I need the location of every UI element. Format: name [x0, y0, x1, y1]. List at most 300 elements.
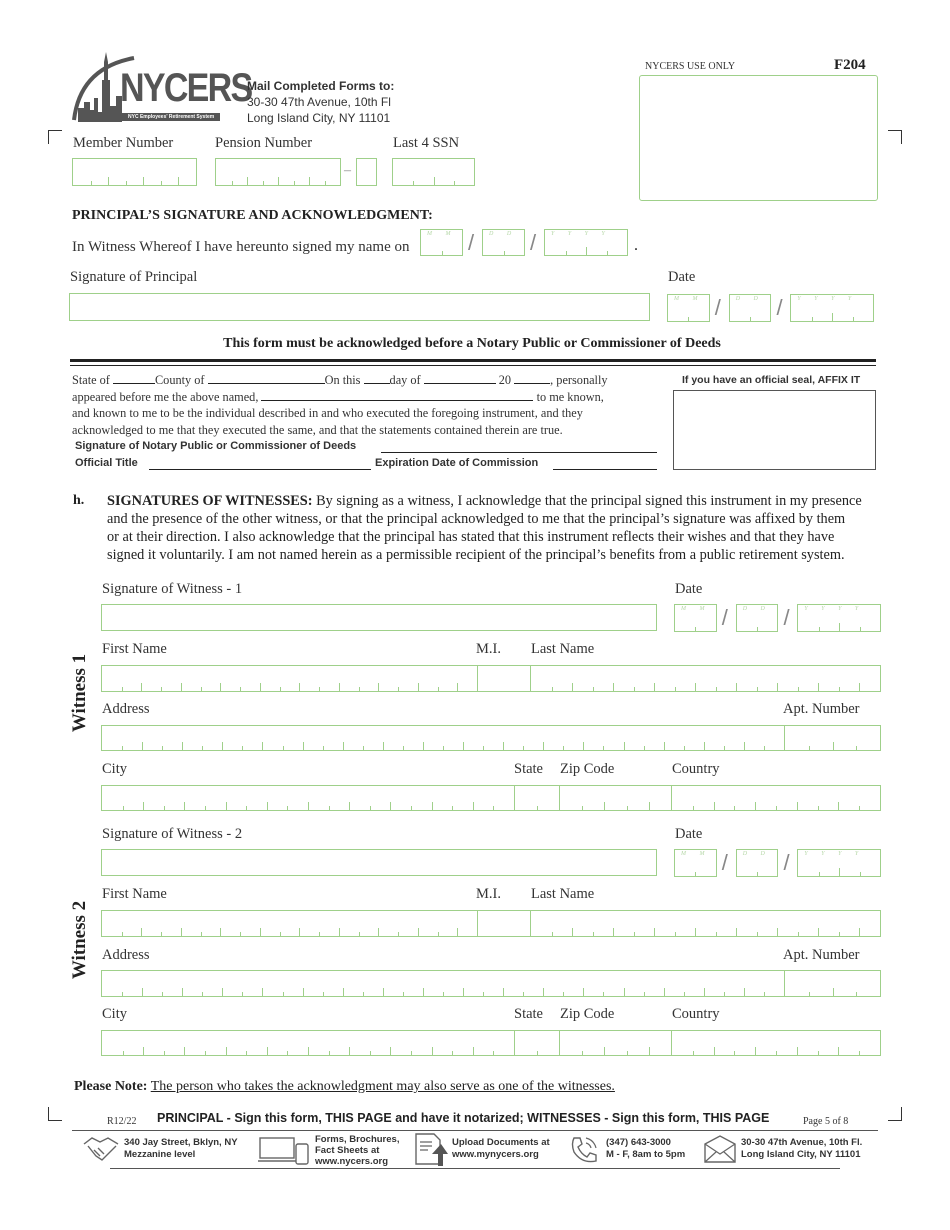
comb-tick	[349, 1047, 350, 1055]
comb-tick	[242, 746, 243, 750]
witness-2-state-label: State	[514, 1006, 543, 1022]
witness-2-date-label: Date	[675, 826, 703, 842]
comb-tick	[413, 181, 414, 185]
principal-signature-date-slash: /	[776, 295, 783, 320]
comb-tick	[339, 683, 340, 691]
comb-tick	[454, 181, 455, 185]
comb-tick	[688, 317, 689, 321]
comb-tick	[162, 746, 163, 750]
witness-2-country-label: Country	[672, 1006, 720, 1022]
comb-tick	[838, 1047, 839, 1055]
comb-tick	[593, 932, 594, 936]
principal-signature-date-mm-placeholder: M M	[674, 296, 704, 302]
comb-tick	[299, 928, 300, 936]
official-title-label: Official Title	[75, 457, 138, 469]
upload-icon	[414, 1132, 448, 1171]
comb-tick	[181, 928, 182, 936]
comb-tick	[503, 742, 504, 750]
witness-1-date-dd[interactable]	[736, 604, 779, 632]
footer-address-2: Long Island City, NY 11101	[741, 1149, 861, 1160]
witness-1-side-label: Witness 1	[69, 653, 90, 733]
principal-witness-date-dd[interactable]	[482, 229, 525, 256]
witness-1-apt-field[interactable]	[784, 725, 881, 751]
comb-tick	[684, 992, 685, 996]
witnesses-text4: signed it voluntarily. I am not named herein as a permissible recipient of the principal’s benefits from a public retirement system.	[107, 547, 845, 563]
comb-ticks	[515, 1045, 559, 1055]
comb-ticks	[798, 866, 880, 876]
comb-tick	[108, 177, 109, 185]
comb-tick	[308, 802, 309, 810]
witness-1-country-field[interactable]	[671, 785, 881, 811]
comb-tick	[537, 1051, 538, 1055]
comb-tick	[675, 687, 676, 691]
witness-2-zip-field[interactable]	[559, 1030, 672, 1056]
principal-signature-date-mm[interactable]	[667, 294, 710, 322]
comb-tick	[624, 742, 625, 750]
on-this-label: On this	[324, 373, 361, 387]
comb-tick	[483, 992, 484, 996]
witness-2-date-yyyy-placeholder: Y Y Y Y	[804, 851, 865, 857]
comb-tick	[339, 928, 340, 936]
comb-tick	[552, 932, 553, 936]
comb-tick	[91, 181, 92, 185]
comb-tick	[267, 802, 268, 810]
comb-tick	[603, 746, 604, 750]
witness-2-date-yyyy[interactable]	[797, 849, 881, 877]
comb-ticks	[560, 1045, 671, 1055]
comb-tick	[325, 181, 326, 185]
comb-tick	[294, 181, 295, 185]
comb-tick	[287, 806, 288, 810]
footer-nycers-url[interactable]: www.nycers.org	[315, 1156, 389, 1167]
comb-tick	[309, 177, 310, 185]
revision-code: R12/22	[107, 1116, 137, 1127]
last-4-ssn-field[interactable]	[392, 158, 475, 186]
comb-ticks	[102, 1045, 514, 1055]
comb-tick	[283, 992, 284, 996]
comb-tick	[319, 687, 320, 691]
comb-tick	[205, 806, 206, 810]
witnesses-text3: or at their direction. I also acknowledge that the principal has stated that this instrument reflects their wishes and that they have	[107, 529, 835, 545]
comb-tick	[143, 1047, 144, 1055]
comb-tick	[859, 806, 860, 810]
crop-mark-top-left	[48, 130, 62, 144]
handshake-icon	[82, 1134, 120, 1169]
comb-ticks	[393, 175, 474, 185]
comb-tick	[303, 742, 304, 750]
comb-tick	[819, 627, 820, 631]
comb-tick	[181, 683, 182, 691]
comb-ticks	[798, 621, 880, 631]
comb-ticks	[672, 800, 880, 810]
state-of-label: State of	[72, 373, 110, 387]
pension-number-field[interactable]	[215, 158, 341, 186]
comb-ticks	[737, 621, 778, 631]
comb-tick	[319, 932, 320, 936]
witness-2-city-field[interactable]	[101, 1030, 515, 1056]
witness-1-date-mm[interactable]	[674, 604, 717, 632]
footer-rule-top	[72, 1130, 878, 1131]
comb-tick	[390, 802, 391, 810]
comb-tick	[664, 742, 665, 750]
please-note	[74, 1079, 615, 1095]
comb-tick	[607, 251, 608, 255]
witness-2-date-mm[interactable]	[674, 849, 717, 877]
comb-tick	[205, 1051, 206, 1055]
witness-2-state-field[interactable]	[514, 1030, 560, 1056]
please-note-text: The person who takes the acknowledgment may also serve as one of the witnesses.	[150, 1079, 615, 1094]
principal-signature-date-dd[interactable]	[729, 294, 772, 322]
comb-ticks	[102, 926, 477, 936]
principal-witness-date-slash: /	[468, 230, 475, 255]
notary-line4: acknowledged to me that they executed the same, and that the statements contained therein are true.	[72, 423, 563, 438]
envelope-icon	[703, 1134, 737, 1169]
comb-tick	[716, 687, 717, 691]
principal-signature-date-slash: /	[714, 295, 721, 320]
comb-tick	[398, 687, 399, 691]
comb-tick	[363, 992, 364, 996]
state-blank[interactable]	[113, 372, 155, 384]
county-blank[interactable]	[208, 372, 325, 384]
footer-mynycers-url[interactable]: www.mynycers.org	[452, 1149, 539, 1160]
witness-2-date-dd-placeholder: D D	[742, 851, 771, 857]
comb-tick	[184, 1047, 185, 1055]
footer-contact-5	[741, 1137, 862, 1161]
comb-tick	[695, 683, 696, 691]
witness-2-last-name-label: Last Name	[531, 886, 595, 902]
principal-signature-label: Signature of Principal	[70, 269, 198, 285]
logo-subtitle: NYC Employees' Retirement System	[128, 114, 215, 120]
comb-tick	[423, 742, 424, 750]
comb-tick	[684, 746, 685, 750]
page-number: Page 5 of 8	[803, 1116, 849, 1127]
principal-witness-date-mm[interactable]	[420, 229, 463, 256]
witness-2-address-field[interactable]	[101, 970, 785, 997]
principal-heading: PRINCIPAL’S SIGNATURE AND ACKNOWLEDGMENT:	[72, 208, 433, 223]
comb-tick	[764, 746, 765, 750]
comb-tick	[403, 992, 404, 996]
comb-tick	[757, 932, 758, 936]
comb-ticks	[668, 311, 709, 321]
comb-tick	[724, 746, 725, 750]
comb-tick	[246, 806, 247, 810]
footer-instruction: PRINCIPAL - Sign this form, THIS PAGE and have it notarized; WITNESSES - Sign this form, THIS PAGE	[157, 1111, 770, 1125]
principal-witness-date-yyyy[interactable]	[544, 229, 628, 256]
comb-tick	[859, 683, 860, 691]
nycers-logo	[72, 50, 252, 125]
comb-tick	[704, 742, 705, 750]
witness-1-date-yyyy[interactable]	[797, 604, 881, 632]
comb-tick	[122, 687, 123, 691]
principal-signature-date-yyyy-placeholder: Y Y Y Y	[797, 296, 858, 302]
notary-line3: and known to me to be the individual described in and who executed the foregoing instrument, and they	[72, 406, 583, 421]
comb-tick	[452, 806, 453, 810]
witness-date-period: .	[634, 237, 638, 254]
comb-tick	[222, 742, 223, 750]
principal-signature-field[interactable]	[69, 293, 650, 321]
comb-ticks	[737, 866, 778, 876]
witness-1-mi-field[interactable]	[477, 665, 531, 692]
comb-tick	[714, 1047, 715, 1055]
comb-tick	[649, 1047, 650, 1055]
footer-forms: Forms, Brochures,	[315, 1134, 400, 1145]
comb-tick	[566, 251, 567, 255]
comb-tick	[819, 872, 820, 876]
comb-tick	[860, 627, 861, 631]
expiration-line[interactable]	[553, 469, 657, 470]
member-number-label: Member Number	[73, 135, 174, 151]
comb-tick	[123, 806, 124, 810]
witness-2-date-mm-placeholder: M M	[681, 851, 711, 857]
comb-tick	[162, 992, 163, 996]
comb-tick	[164, 806, 165, 810]
notary-title: This form must be acknowledged before a Notary Public or Commissioner of Deeds	[223, 336, 721, 351]
comb-tick	[343, 988, 344, 996]
witness-1-address-field[interactable]	[101, 725, 785, 751]
witness-2-first-name-field[interactable]	[101, 910, 478, 937]
comb-tick	[398, 932, 399, 936]
comb-tick	[695, 928, 696, 936]
comb-tick	[716, 932, 717, 936]
personally-text: , personally	[550, 373, 608, 387]
comb-tick	[457, 683, 458, 691]
comb-tick	[818, 806, 819, 810]
comb-tick	[634, 932, 635, 936]
witness-2-apt-field[interactable]	[784, 970, 881, 997]
witnesses-paragraph	[107, 492, 882, 564]
nycers-use-only-box	[639, 75, 878, 201]
comb-tick	[593, 687, 594, 691]
comb-tick	[582, 806, 583, 810]
comb-tick	[141, 683, 142, 691]
comb-tick	[220, 928, 221, 936]
comb-tick	[473, 802, 474, 810]
comb-tick	[178, 177, 179, 185]
footer-mezzanine: Mezzanine level	[124, 1149, 196, 1160]
comb-tick	[838, 802, 839, 810]
comb-ticks	[785, 740, 880, 750]
comb-tick	[603, 992, 604, 996]
county-of-label: County of	[154, 373, 205, 387]
comb-tick	[613, 928, 614, 936]
witness-2-zip-label: Zip Code	[560, 1006, 615, 1022]
comb-tick	[695, 872, 696, 876]
witness-2-date-dd[interactable]	[736, 849, 779, 877]
comb-tick	[240, 932, 241, 936]
last-4-ssn-label: Last 4 SSN	[393, 135, 460, 151]
comb-tick	[126, 181, 127, 185]
comb-tick	[122, 746, 123, 750]
comb-tick	[329, 1051, 330, 1055]
pension-suffix-field[interactable]	[356, 158, 377, 186]
comb-tick	[390, 1047, 391, 1055]
form-id: F204	[834, 57, 866, 73]
principal-name-blank[interactable]	[261, 389, 533, 401]
comb-tick	[704, 988, 705, 996]
witness-2-city-label: City	[102, 1006, 127, 1022]
witness-2-address-label: Address	[102, 947, 150, 963]
comb-tick	[359, 687, 360, 691]
day-blank[interactable]	[364, 372, 390, 384]
comb-tick	[493, 1051, 494, 1055]
comb-tick	[123, 1051, 124, 1055]
comb-tick	[182, 742, 183, 750]
witness-1-signature-label: Signature of Witness - 1	[102, 581, 243, 597]
witness-1-state-field[interactable]	[514, 785, 560, 811]
comb-tick	[798, 687, 799, 691]
year-blank[interactable]	[514, 372, 550, 384]
comb-tick	[411, 1051, 412, 1055]
comb-tick	[463, 988, 464, 996]
comb-tick	[757, 872, 758, 876]
comb-tick	[744, 742, 745, 750]
footer-contact-2	[315, 1134, 399, 1167]
comb-tick	[323, 992, 324, 996]
comb-tick	[141, 928, 142, 936]
comb-tick	[503, 988, 504, 996]
comb-tick	[247, 177, 248, 185]
principal-signature-date-yyyy[interactable]	[790, 294, 874, 322]
pension-dash: –	[344, 163, 351, 178]
witness-2-signature-field[interactable]	[101, 849, 657, 876]
comb-tick	[724, 992, 725, 996]
witness-2-signature-label: Signature of Witness - 2	[102, 826, 243, 842]
witness-2-first-name-label: First Name	[102, 886, 167, 902]
comb-tick	[308, 1047, 309, 1055]
comb-tick	[473, 1047, 474, 1055]
comb-ticks	[102, 681, 477, 691]
expiration-label: Expiration Date of Commission	[375, 457, 539, 469]
footer-jay-street: 340 Jay Street, Bklyn, NY	[124, 1137, 238, 1148]
comb-tick	[572, 683, 573, 691]
witness-1-date-slash: /	[721, 605, 728, 630]
comb-tick	[142, 988, 143, 996]
comb-tick	[755, 802, 756, 810]
comb-tick	[644, 992, 645, 996]
comb-tick	[463, 742, 464, 750]
phone-icon	[568, 1134, 600, 1171]
principal-signature-date-dd-placeholder: D D	[735, 296, 764, 302]
comb-tick	[654, 928, 655, 936]
comb-tick	[432, 1047, 433, 1055]
comb-tick	[736, 928, 737, 936]
member-number-field[interactable]	[72, 158, 197, 186]
comb-tick	[260, 928, 261, 936]
comb-tick	[664, 988, 665, 996]
devices-icon	[258, 1134, 310, 1171]
comb-tick	[267, 1047, 268, 1055]
witness-2-mi-field[interactable]	[477, 910, 531, 937]
principal-witness-date-mm-placeholder: M M	[427, 231, 457, 237]
comb-tick	[744, 988, 745, 996]
official-title-line[interactable]	[149, 469, 371, 470]
crop-mark-top-right	[888, 130, 902, 144]
comb-tick	[624, 988, 625, 996]
footer-hours: M - F, 8am to 5pm	[606, 1149, 686, 1160]
comb-tick	[604, 802, 605, 810]
comb-tick	[675, 932, 676, 936]
comb-tick	[202, 992, 203, 996]
comb-tick	[644, 746, 645, 750]
comb-tick	[856, 992, 857, 996]
comb-tick	[370, 806, 371, 810]
comb-tick	[411, 806, 412, 810]
comb-tick	[818, 928, 819, 936]
comb-tick	[299, 683, 300, 691]
comb-ticks	[785, 986, 880, 996]
witness-2-country-field[interactable]	[671, 1030, 881, 1056]
comb-tick	[764, 992, 765, 996]
comb-tick	[809, 992, 810, 996]
notary-rule-thin	[70, 365, 876, 366]
witness-1-city-label: City	[102, 761, 127, 777]
comb-tick	[839, 868, 840, 876]
comb-tick	[583, 742, 584, 750]
comb-tick	[563, 992, 564, 996]
principal-date-label: Date	[668, 269, 696, 285]
comb-tick	[443, 992, 444, 996]
witness-1-signature-field[interactable]	[101, 604, 657, 631]
comb-tick	[370, 1051, 371, 1055]
witness-1-zip-field[interactable]	[559, 785, 672, 811]
witness-1-last-name-field[interactable]	[530, 665, 881, 692]
comb-tick	[283, 746, 284, 750]
comb-tick	[220, 683, 221, 691]
witness-2-apt-label: Apt. Number	[783, 947, 860, 963]
month-blank[interactable]	[424, 372, 496, 384]
witness-1-last-name-label: Last Name	[531, 641, 595, 657]
comb-tick	[812, 317, 813, 321]
footer-contact-4	[606, 1137, 685, 1161]
comb-tick	[839, 623, 840, 631]
witness-1-zip-label: Zip Code	[560, 761, 615, 777]
comb-tick	[438, 932, 439, 936]
comb-tick	[240, 687, 241, 691]
comb-tick	[734, 806, 735, 810]
comb-tick	[757, 687, 758, 691]
crop-mark-bottom-left	[48, 1107, 62, 1121]
footer-phone[interactable]: (347) 643-3000	[606, 1137, 671, 1148]
comb-tick	[262, 742, 263, 750]
witness-1-first-name-field[interactable]	[101, 665, 478, 692]
comb-tick	[583, 988, 584, 996]
comb-tick	[442, 251, 443, 255]
mail-address-line2: Long Island City, NY 11101	[247, 111, 391, 125]
comb-tick	[627, 806, 628, 810]
principal-witness-date-slash: /	[530, 230, 537, 255]
comb-ticks	[675, 866, 716, 876]
comb-ticks	[675, 621, 716, 631]
comb-tick	[797, 1047, 798, 1055]
comb-tick	[457, 928, 458, 936]
comb-tick	[757, 627, 758, 631]
comb-tick	[201, 687, 202, 691]
comb-tick	[280, 932, 281, 936]
please-note-label: Please Note:	[74, 1079, 148, 1094]
comb-ticks	[531, 681, 880, 691]
comb-tick	[839, 932, 840, 936]
comb-tick	[164, 1051, 165, 1055]
comb-tick	[654, 683, 655, 691]
comb-tick	[343, 742, 344, 750]
comb-tick	[122, 992, 123, 996]
witness-1-city-field[interactable]	[101, 785, 515, 811]
comb-tick	[839, 687, 840, 691]
comb-tick	[797, 802, 798, 810]
notary-signature-line[interactable]	[381, 452, 657, 453]
witness-2-last-name-field[interactable]	[530, 910, 881, 937]
crop-mark-bottom-right	[888, 1107, 902, 1121]
